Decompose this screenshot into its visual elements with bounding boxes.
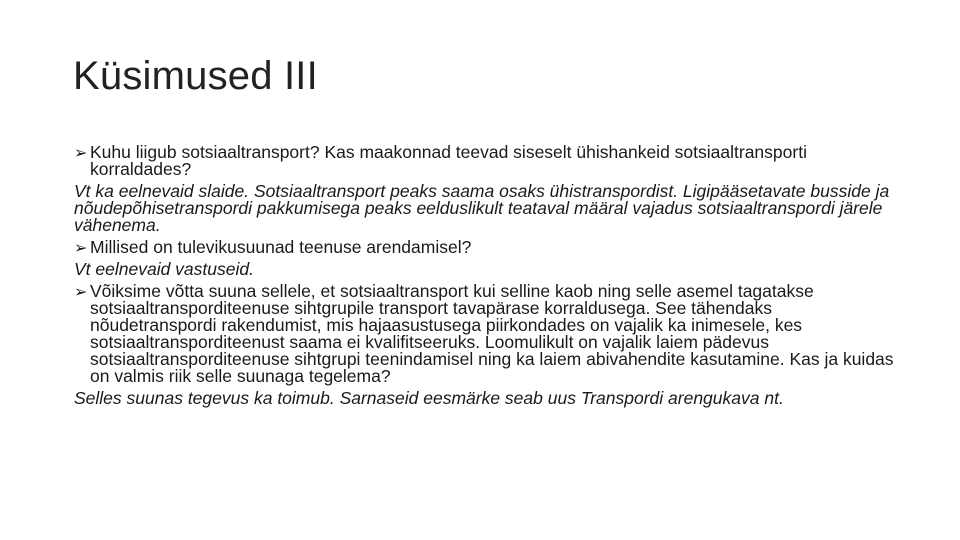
answer-1: Vt ka eelnevaid slaide. Sotsiaaltransport peaks saama osaks ühistranspordist. Ligipääsetavate busside ja nõudepõhisetranspordi pakkumisega peaks eelduslikult teataval määral vajadus sotsiaaltranspordi järele vähenema.: [74, 181, 890, 235]
slide-content: [74, 144, 894, 412]
question-3-text: Võiksime võtta suuna sellele, et sotsiaaltransport kui selline kaob ning selle asemel tagatakse sotsiaaltransporditeenuse sihtgrupile transport tavapärase korraldusega. See tähendaks nõudetranspordi rakendumist, mis hajaasustusega piirkondades on vajalik ka inimesele, kes sotsiaaltransporditeenust saama ei kvalifitseeruks. Loomulikult on vajalik laiem pädevus sotsiaaltransporditeenuse sihtgrupi teenindamisel ning ka laiem abivahendite kasutamine. Kas ja kuidas on valmis riik selle suunaga tegelema?: [90, 281, 894, 386]
answer-3: Selles suunas tegevus ka toimub. Sarnaseid eesmärke seab uus Transpordi arengukava nt.: [74, 388, 784, 408]
question-2-text: Millised on tulevikusuunad teenuse arendamisel?: [90, 237, 472, 257]
question-1: [74, 144, 894, 178]
arrow-bullet-icon: ➢: [74, 143, 88, 162]
answer-2: Vt eelnevaid vastuseid.: [74, 259, 254, 279]
question-3: [74, 283, 894, 385]
question-1-text: Kuhu liigub sotsiaaltransport? Kas maakonnad teevad siseselt ühishankeid sotsiaaltransporti korraldades?: [90, 142, 807, 179]
arrow-bullet-icon: ➢: [74, 238, 88, 257]
question-2: [74, 239, 894, 256]
arrow-bullet-icon: ➢: [74, 282, 88, 301]
slide-title: Küsimused III: [73, 54, 318, 98]
